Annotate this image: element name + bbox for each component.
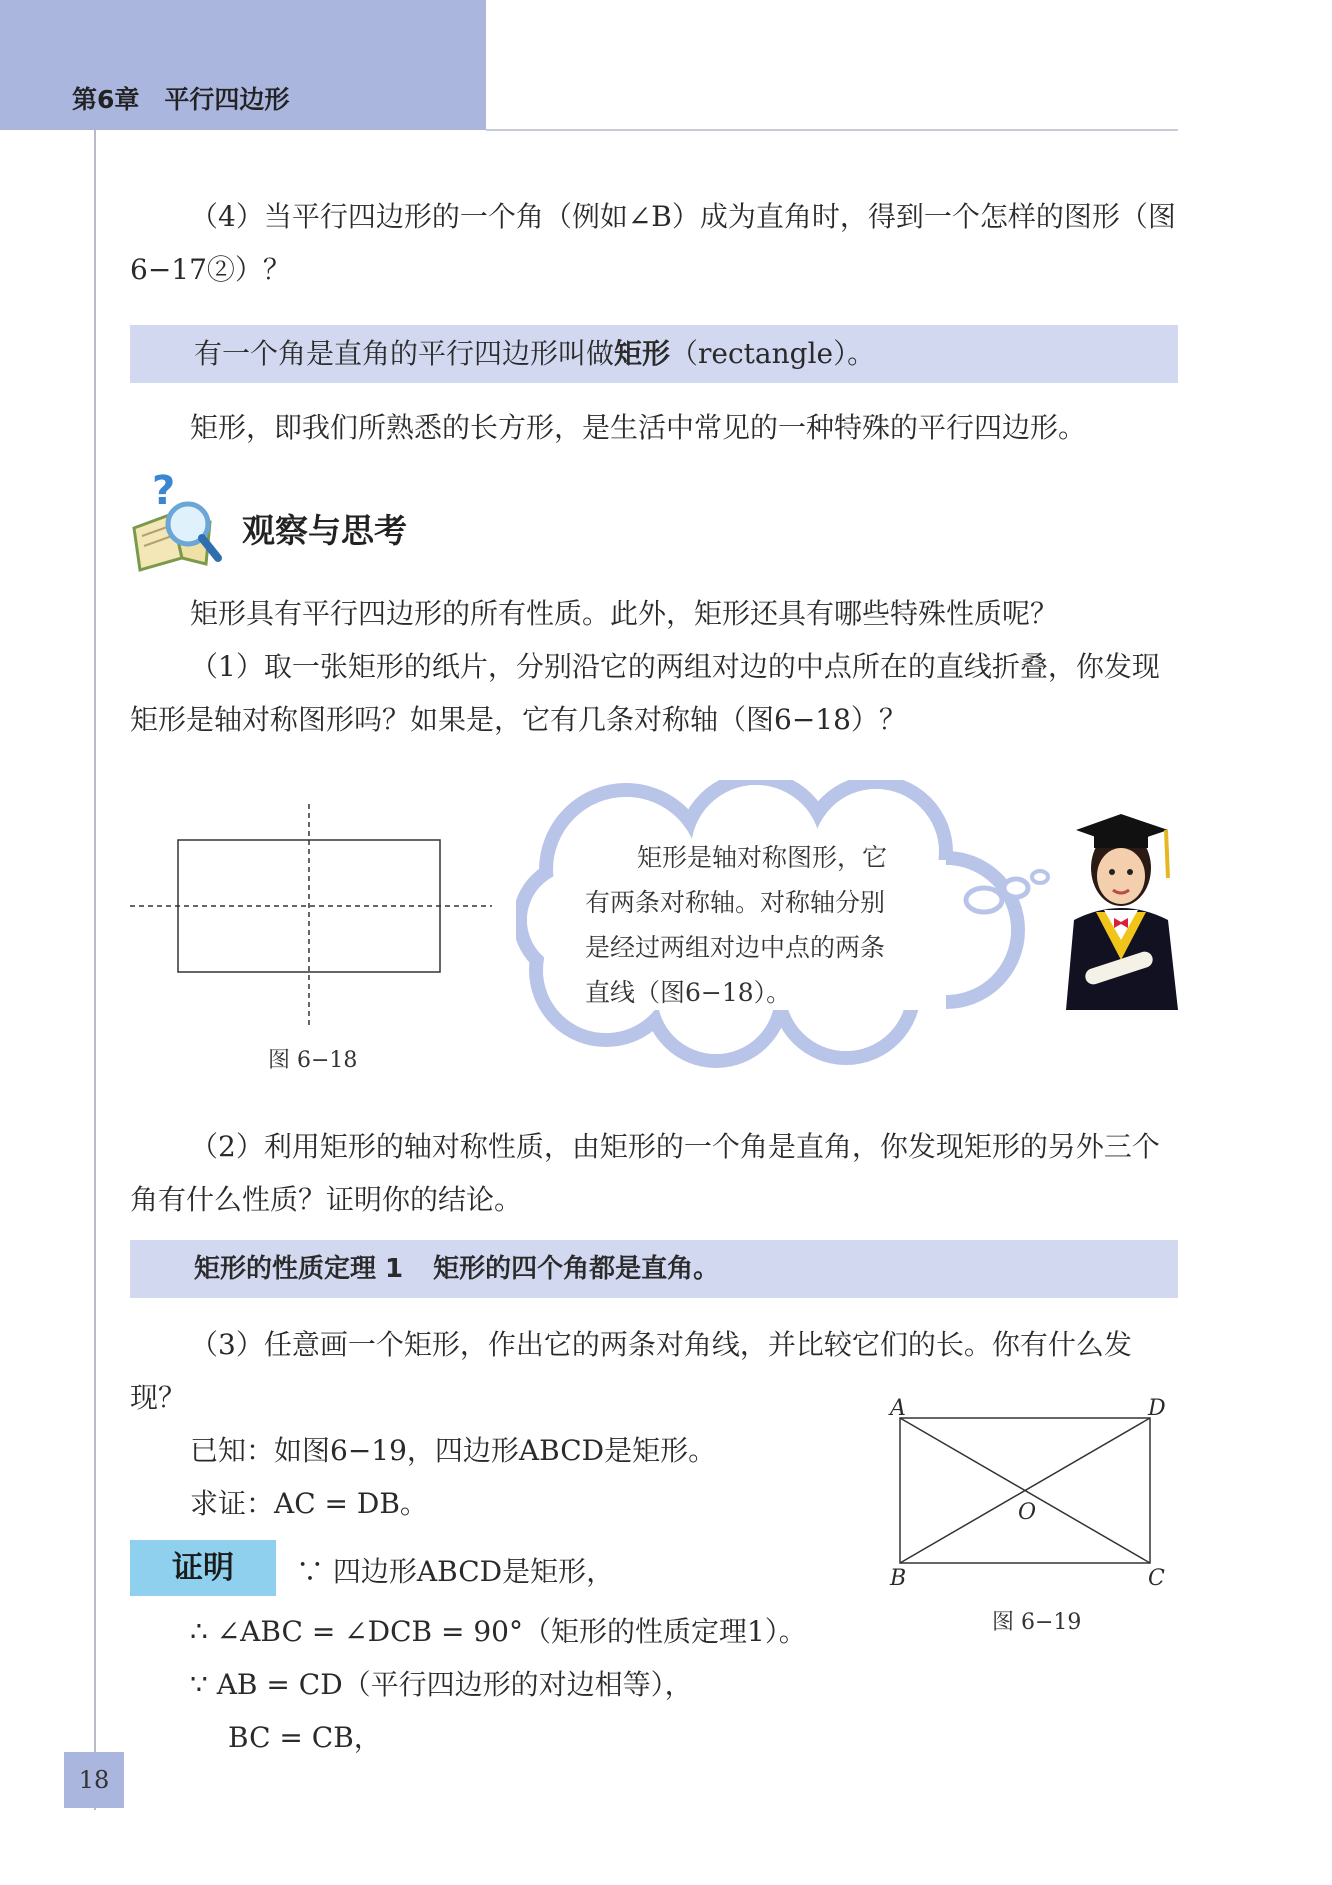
theorem-text: 矩形的四个角都是直角。 bbox=[433, 1254, 720, 1284]
proof-line-3: ∵ AB = CD（平行四边形的对边相等）， bbox=[190, 1668, 693, 1701]
question-1: （1）取一张矩形的纸片，分别沿它的两组对边的中点所在的直线折叠，你发现矩形是轴对称图形吗？如果是，它有几条对称轴（图6−18）？ bbox=[130, 650, 1160, 736]
question-2: （2）利用矩形的轴对称性质，由矩形的一个角是直角，你发现矩形的另外三个角有什么性质？证明你的结论。 bbox=[130, 1130, 1160, 1216]
question-3: （3）任意画一个矩形，作出它的两条对角线，并比较它们的长。你有什么发现？ bbox=[130, 1328, 1132, 1414]
center-label-o: O bbox=[1018, 1500, 1037, 1525]
definition-term: 矩形 bbox=[614, 337, 671, 370]
definition-suffix: （rectangle）。 bbox=[670, 337, 876, 370]
theorem-box bbox=[130, 1240, 1178, 1298]
header-rule bbox=[486, 129, 1178, 131]
proof-line-2: ∴ ∠ABC = ∠DCB = 90°（矩形的性质定理1）。 bbox=[190, 1615, 807, 1648]
observe-intro: 矩形具有平行四边形的所有性质。此外，矩形还具有哪些特殊性质呢？ bbox=[190, 597, 1059, 630]
given-statement: 已知：如图6−19，四边形ABCD是矩形。 bbox=[190, 1434, 717, 1467]
observe-title: 观察与思考 bbox=[242, 511, 407, 550]
vertex-label-c: C bbox=[1148, 1566, 1165, 1591]
prove-statement: 求证：AC = DB。 bbox=[190, 1487, 428, 1520]
figure-6-19-caption: 图 6−19 bbox=[992, 1610, 1082, 1635]
figure-6-18 bbox=[126, 800, 498, 1032]
chapter-title: 第6章 平行四边形 bbox=[72, 85, 290, 114]
question-4: （4）当平行四边形的一个角（例如∠B）成为直角时，得到一个怎样的图形（图6−17②）？ bbox=[130, 200, 1176, 286]
definition-box bbox=[130, 325, 1178, 383]
bubble-line-3: 是经过两组对边中点的两条 bbox=[585, 933, 886, 962]
svg-text:?: ? bbox=[152, 468, 176, 514]
proof-line-4: BC = CB， bbox=[228, 1721, 382, 1754]
margin-rule bbox=[94, 130, 96, 1810]
vertex-label-b: B bbox=[890, 1566, 907, 1591]
vertex-label-d: D bbox=[1148, 1396, 1166, 1421]
bubble-text bbox=[585, 835, 915, 1015]
definition-prefix: 有一个角是直角的平行四边形叫做 bbox=[194, 337, 615, 370]
theorem-label: 矩形的性质定理 1 bbox=[194, 1254, 404, 1284]
bubble-line-2: 有两条对称轴。对称轴分别 bbox=[585, 888, 886, 917]
graduate-girl-illustration bbox=[1056, 800, 1186, 1010]
bubble-line-4: 直线（图6−18）。 bbox=[585, 978, 792, 1007]
rectangle-intro: 矩形，即我们所熟悉的长方形，是生活中常见的一种特殊的平行四边形。 bbox=[190, 411, 1087, 444]
page-number: 18 bbox=[64, 1752, 124, 1808]
figure-6-19 bbox=[880, 1388, 1180, 1598]
magnifier-book-icon bbox=[126, 466, 226, 576]
proof-line-1: ∵ 四边形ABCD是矩形， bbox=[296, 1555, 615, 1588]
bubble-line-1: 矩形是轴对称图形，它 bbox=[637, 843, 888, 872]
vertex-label-a: A bbox=[890, 1396, 906, 1421]
proof-badge: 证明 bbox=[130, 1540, 276, 1596]
figure-6-18-caption: 图 6−18 bbox=[268, 1048, 358, 1073]
